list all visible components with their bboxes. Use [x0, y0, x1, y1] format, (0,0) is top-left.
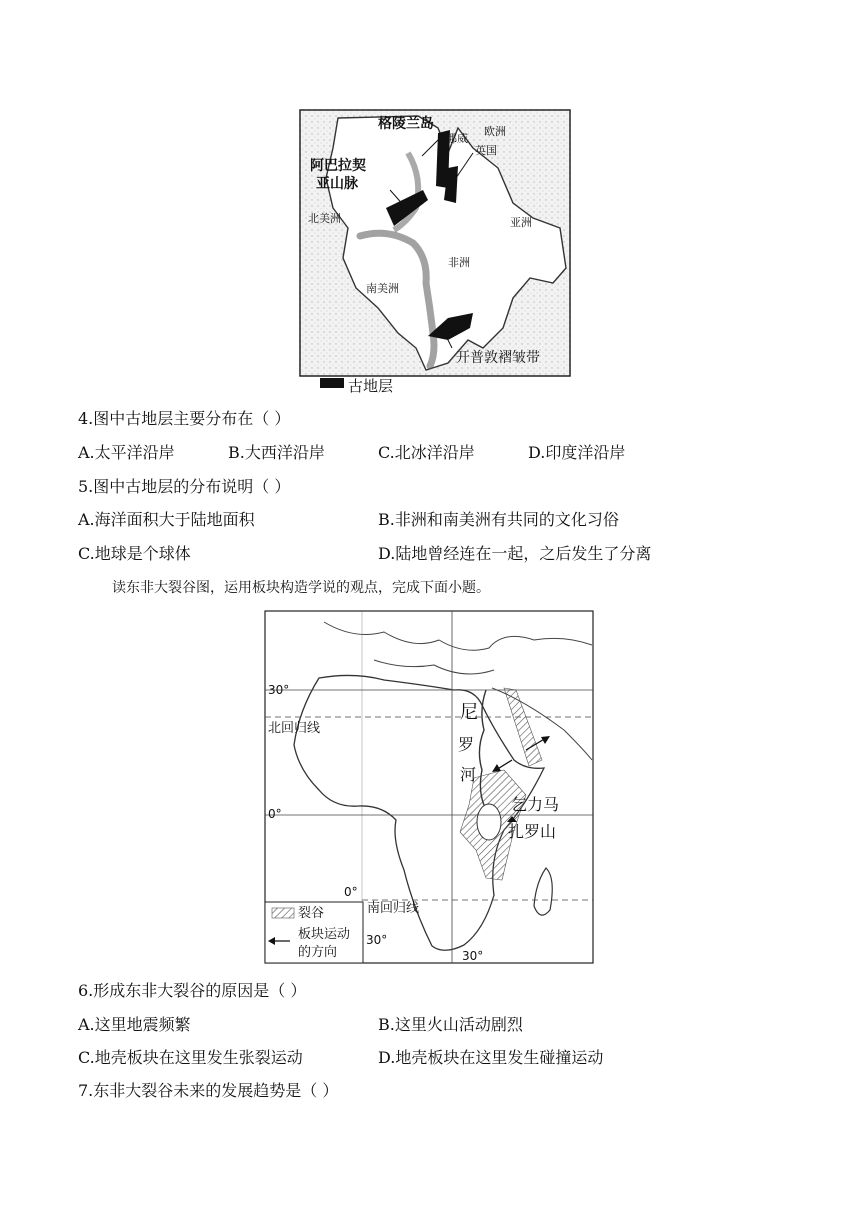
q6-option-d[interactable]: D.地壳板块在这里发生碰撞运动 — [378, 1048, 604, 1067]
rift-map-svg — [264, 610, 596, 966]
label-nile-1: 尼 — [460, 702, 478, 723]
label-norway: 挪威 — [446, 132, 468, 145]
q4-option-a[interactable]: A.太平洋沿岸 — [78, 443, 175, 462]
rift-intro: 读东非大裂谷图，运用板块构造学说的观点，完成下面小题。 — [112, 580, 490, 596]
label-tropic-capricorn: 南回归线 — [367, 901, 420, 916]
figure-rift-map — [264, 610, 596, 966]
label-europe: 欧洲 — [484, 125, 506, 138]
legend-rift-label: 裂谷 — [298, 906, 325, 921]
q5-option-b[interactable]: B.非洲和南美洲有共同的文化习俗 — [378, 510, 619, 529]
q6-option-c[interactable]: C.地壳板块在这里发生张裂运动 — [78, 1048, 303, 1067]
label-tropic-cancer: 北回归线 — [268, 721, 321, 736]
label-meridian-0: 0° — [344, 885, 358, 899]
legend-label: 古地层 — [348, 377, 394, 395]
legend-motion-label-1: 板块运动 — [298, 927, 351, 942]
label-asia: 亚洲 — [510, 216, 532, 229]
pangaea-map-svg — [298, 108, 578, 398]
label-greenland: 格陵兰岛 — [378, 116, 434, 132]
q6-option-a[interactable]: A.这里地震频繁 — [78, 1015, 191, 1034]
q5-option-a[interactable]: A.海洋面积大于陆地面积 — [78, 510, 255, 529]
label-lon-30b: 30° — [462, 949, 484, 963]
label-cape-fold-belt: 开普敦褶皱带 — [456, 350, 540, 366]
label-nile-3: 河 — [460, 765, 477, 784]
label-north-america: 北美洲 — [308, 212, 341, 225]
legend-rift-swatch — [272, 908, 294, 918]
figure-pangaea-map — [298, 108, 578, 398]
label-south-america: 南美洲 — [366, 282, 399, 295]
label-africa: 非洲 — [448, 256, 470, 269]
label-lat-30: 30° — [268, 683, 290, 697]
label-kilimanjaro-1: 乞力马 — [511, 795, 560, 814]
q7-stem: 7.东非大裂谷未来的发展趋势是（ ） — [78, 1081, 339, 1100]
label-kilimanjaro-2: 扎罗山 — [508, 822, 557, 841]
label-nile-2: 罗 — [458, 735, 475, 754]
label-appalachian-2: 亚山脉 — [316, 176, 358, 192]
legend-swatch — [320, 378, 344, 388]
label-lon-30a: 30° — [366, 933, 388, 947]
q6-option-b[interactable]: B.这里火山活动剧烈 — [378, 1015, 523, 1034]
legend-motion-label-2: 的方向 — [298, 945, 338, 960]
q4-stem: 4.图中古地层主要分布在（ ） — [78, 409, 291, 428]
q5-stem: 5.图中古地层的分布说明（ ） — [78, 477, 291, 496]
q4-option-d[interactable]: D.印度洋沿岸 — [528, 443, 626, 462]
label-appalachian-1: 阿巴拉契 — [310, 158, 366, 174]
q4-option-b[interactable]: B.大西洋沿岸 — [228, 443, 325, 462]
label-equator: 0° — [268, 807, 282, 821]
q4-option-c[interactable]: C.北冰洋沿岸 — [378, 443, 475, 462]
q5-option-c[interactable]: C.地球是个球体 — [78, 544, 191, 563]
q6-stem: 6.形成东非大裂谷的原因是（ ） — [78, 981, 307, 1000]
label-uk: 英国 — [475, 144, 497, 157]
q5-option-d[interactable]: D.陆地曾经连在一起，之后发生了分离 — [378, 544, 652, 563]
